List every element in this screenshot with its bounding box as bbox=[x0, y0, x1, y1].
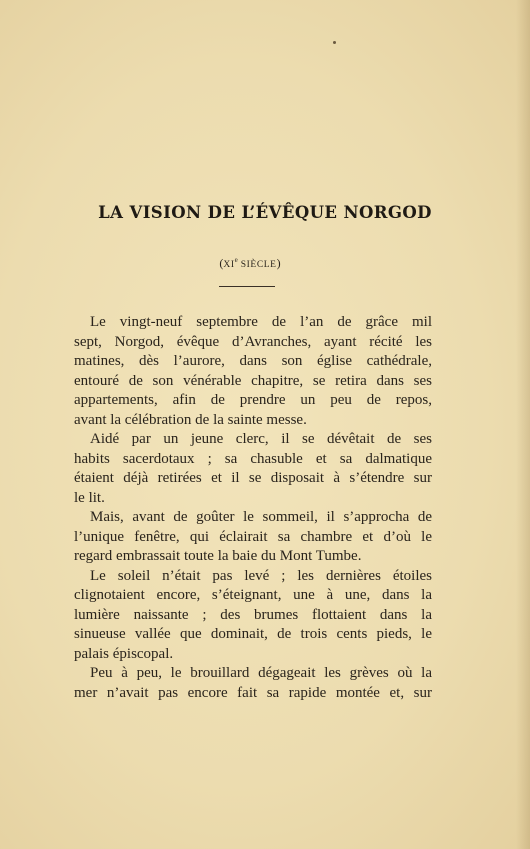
text-line: lumière naissante ; des brumes flottaient dans la bbox=[74, 606, 432, 623]
paragraph bbox=[74, 313, 432, 430]
paragraph bbox=[74, 508, 432, 567]
text-line: avant la célébration de la sainte messe. bbox=[74, 411, 307, 428]
text-line: étaient déjà retirées et il se disposait à s’étendre sur bbox=[74, 470, 432, 486]
text-line: matines, dès l’aurore, dans son église cathédrale, bbox=[74, 353, 432, 369]
page-edge-shadow bbox=[516, 0, 530, 849]
text-line: appartements, afin de prendre un peu de repos, bbox=[74, 392, 432, 408]
paper-speck bbox=[333, 41, 336, 44]
subtitle-close-paren: ) bbox=[276, 256, 281, 270]
subtitle-open-paren: ( bbox=[219, 256, 224, 270]
text-line: entouré de son vénérable chapitre, se retira dans ses bbox=[74, 372, 432, 389]
text-line: Aidé par un jeune clerc, il se dévêtait de ses bbox=[90, 431, 432, 447]
text-line: le lit. bbox=[74, 489, 105, 506]
chapter-title: LA VISION DE L’ÉVÊQUE NORGOD bbox=[98, 203, 432, 222]
title-divider bbox=[219, 286, 275, 287]
paragraph bbox=[74, 664, 432, 703]
text-line: Le soleil n’était pas levé ; les dernières étoiles bbox=[90, 567, 432, 584]
text-line: regard embrassait toute la baie du Mont Tumbe. bbox=[74, 548, 362, 564]
paragraph bbox=[74, 567, 432, 665]
paragraph bbox=[74, 430, 432, 508]
subtitle-century: XI bbox=[223, 260, 235, 270]
text-line: sept, Norgod, évêque d’Avranches, ayant récité les bbox=[74, 333, 432, 350]
text-line: Mais, avant de goûter le sommeil, il s’approcha de bbox=[90, 509, 432, 525]
text-line: Le vingt-neuf septembre de l’an de grâce mil bbox=[90, 314, 432, 330]
chapter-body bbox=[74, 313, 432, 703]
text-line: palais épiscopal. bbox=[74, 645, 174, 662]
subtitle-century-suffix: e bbox=[234, 256, 238, 264]
text-line: clignotaient encore, s’éteignant, une à une, dans la bbox=[74, 587, 432, 603]
text-line: l’unique fenêtre, qui éclairait sa chambre et d’où le bbox=[74, 528, 432, 545]
text-line: habits sacerdotaux ; sa chasuble et sa dalmatique bbox=[74, 450, 432, 467]
subtitle-label: SIÈCLE bbox=[240, 260, 277, 270]
chapter-subtitle bbox=[0, 256, 500, 271]
text-line: Peu à peu, le brouillard dégageait les grèves où la bbox=[90, 665, 432, 681]
text-line: mer n’avait pas encore fait sa rapide montée et, sur bbox=[74, 684, 432, 701]
text-line: sinueuse vallée que dominait, de trois cents pieds, le bbox=[74, 626, 432, 642]
